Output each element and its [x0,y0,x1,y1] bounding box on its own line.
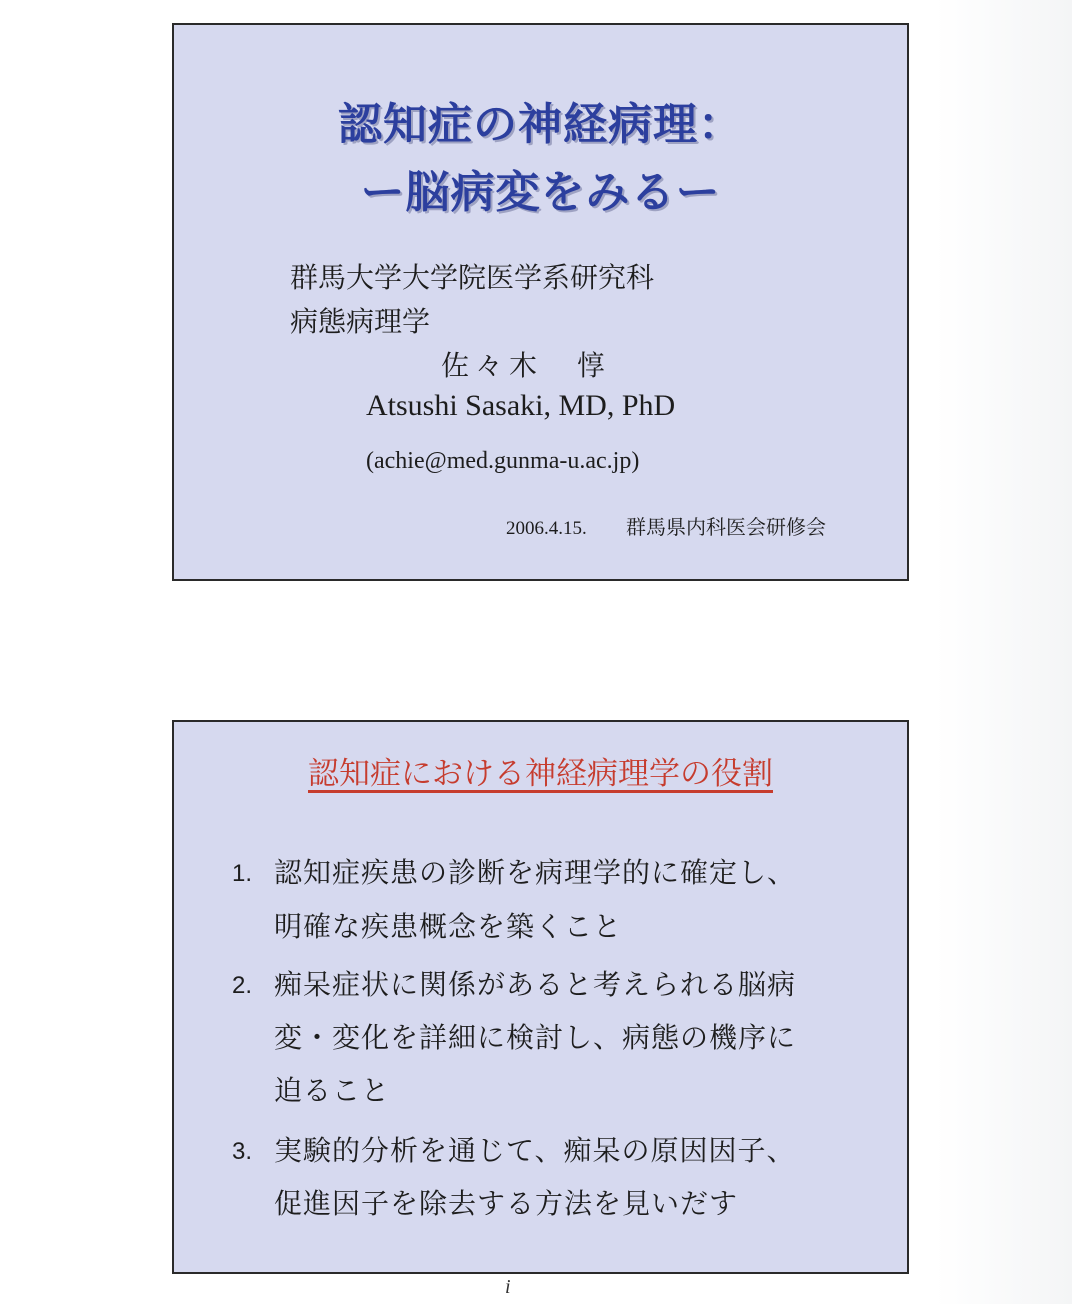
affiliation-line2: 病態病理学 [290,305,431,338]
author-email: (achie@med.gunma-u.ac.jp) [366,448,640,474]
list-item-line: 痴呆症状に関係があると考えられる脳病 [274,968,797,1001]
title-slide [172,23,909,581]
author-name-japanese: 佐々木 惇 [441,349,612,382]
page-edge-shadow [935,0,1072,1304]
slide-title: 認知症における神経病理学の役割 [308,756,773,792]
list-item-line: 迫ること [274,1074,391,1107]
presentation-event: 群馬県内科医会研修会 [626,515,826,539]
list-item-number: 3. [232,1138,253,1165]
list-item-line: 変・変化を詳細に検討し、病態の機序に [274,1021,797,1054]
presentation-date: 2006.4.15. [506,518,587,539]
affiliation-line1: 群馬大学大学院医学系研究科 [290,261,655,294]
list-item-number: 1. [232,860,253,887]
roles-slide [172,720,909,1274]
list-item-number: 2. [232,972,253,999]
list-item-line: 認知症疾患の診断を病理学的に確定し、 [274,856,797,889]
slide-title-line1: 認知症の神経病理： [338,99,743,150]
page-number: i [505,1276,511,1298]
list-item-line: 明確な疾患概念を築くこと [274,910,623,943]
author-name-english: Atsushi Sasaki, MD, PhD [366,389,676,422]
list-item-line: 実験的分析を通じて、痴呆の原因因子、 [274,1134,796,1167]
list-item-line: 促進因子を除去する方法を見いだす [274,1187,739,1220]
slide-title-line2: ー脳病変をみるー [360,167,721,218]
